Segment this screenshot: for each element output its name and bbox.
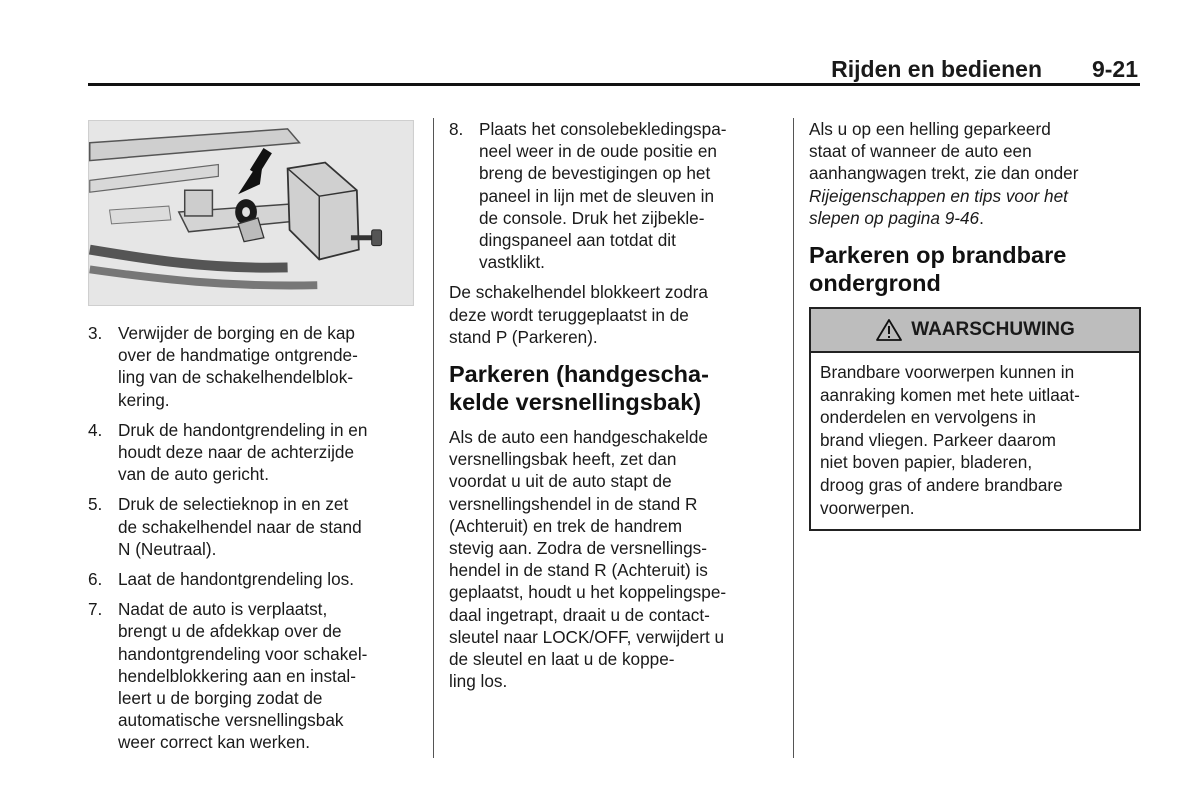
column-divider <box>433 118 434 758</box>
step-text: Druk de selectieknop in en zet de schakelhendel naar de stand N (Neutraal). <box>118 494 362 559</box>
cross-reference-link[interactable]: Rijeigenschappen en tips voor het slepen op pagina 9-46 <box>809 185 1068 228</box>
list-item <box>449 118 779 273</box>
paragraph-manual-parking: Als de auto een handgeschakelde versnellingsbak heeft, zet dan voordat u uit de auto stapt de versnellingshendel in de stand R (Achteruit) en trek de handrem stevig aan. Zodra de versnellings- hendel in de stand R (Achteruit) is geplaatst, houdt u het koppelingspe- daal ingetrapt, draait u de contact- sleutel naar LOCK/OFF, verwijdert u de sleutel en laat u de koppe- ling los. <box>449 427 727 692</box>
step-text: Nadat de auto is verplaatst, brengt u de afdekkap over de handontgrendeling voor schakel- hendelblokkering aan en instal- leert u de borging zodat de automatische versnellingsbak weer correct kan werken. <box>118 599 368 753</box>
header-title: Rijden en bedienen <box>831 56 1042 82</box>
step-number: 3. <box>88 323 103 343</box>
list-item <box>88 568 418 590</box>
warning-triangle-icon <box>875 318 903 342</box>
column-right <box>809 118 1141 531</box>
warning-header <box>811 309 1139 353</box>
paragraph-period: . <box>979 207 984 228</box>
step-number: 6. <box>88 569 103 590</box>
warning-text: Brandbare voorwerpen kunnen in aanraking komen met hete uitlaat- onderdelen en vervolgens in brand vliegen. Parkeer daarom niet boven papier, bladeren, droog gras of andere brandbare voorwerpen. <box>820 362 1080 518</box>
step-text: Druk de handontgrendeling in en houdt deze naar de achterzijde van de auto gericht. <box>118 419 368 485</box>
illustration-graphic <box>89 121 413 305</box>
step-text: Plaats het consolebekledingspa- neel weer in de oude positie en breng de bevestigingen op het paneel in lijn met de sleuven in de console. Druk het zijbekle- dingspaneel aan totdat dit vastklikt. <box>479 119 727 273</box>
column-left <box>88 120 418 762</box>
list-item <box>88 598 418 753</box>
column-middle <box>449 118 779 704</box>
paragraph-slope-parking <box>809 118 1141 229</box>
step-text: Verwijder de borging en de kap over de handmatige ontgrende- ling van de schakelhendelblok- kering. <box>118 323 358 410</box>
step-number: 8. <box>449 119 464 139</box>
page-number: 9-21 <box>1091 56 1138 82</box>
list-item <box>88 493 418 560</box>
section-heading-manual-transmission: Parkeren (handgescha- kelde versnellingsbak) <box>449 361 709 416</box>
page-header <box>88 54 1140 86</box>
step-text: Laat de handontgrendeling los. <box>118 569 355 590</box>
instruction-steps <box>88 322 418 754</box>
list-item <box>88 419 418 486</box>
list-item <box>88 322 418 411</box>
step-number: 4. <box>88 419 103 440</box>
section-heading-flammable-ground: Parkeren op brandbare ondergrond <box>809 242 1067 297</box>
step-number: 5. <box>88 494 103 515</box>
column-divider <box>793 118 794 758</box>
instruction-steps-continued <box>449 118 779 273</box>
paragraph-text: Als u op een helling geparkeerd staat of wanneer de auto een aanhangwagen trekt, zie dan onder <box>809 119 1079 184</box>
shift-lock-release-illustration <box>88 120 414 306</box>
paragraph-shift-lock: De schakelhendel blokkeert zodra deze wordt teruggeplaatst in de stand P (Parkeren). <box>449 282 708 347</box>
warning-title: WAARSCHUWING <box>911 318 1075 340</box>
step-number: 7. <box>88 599 103 620</box>
warning-box <box>809 307 1141 531</box>
